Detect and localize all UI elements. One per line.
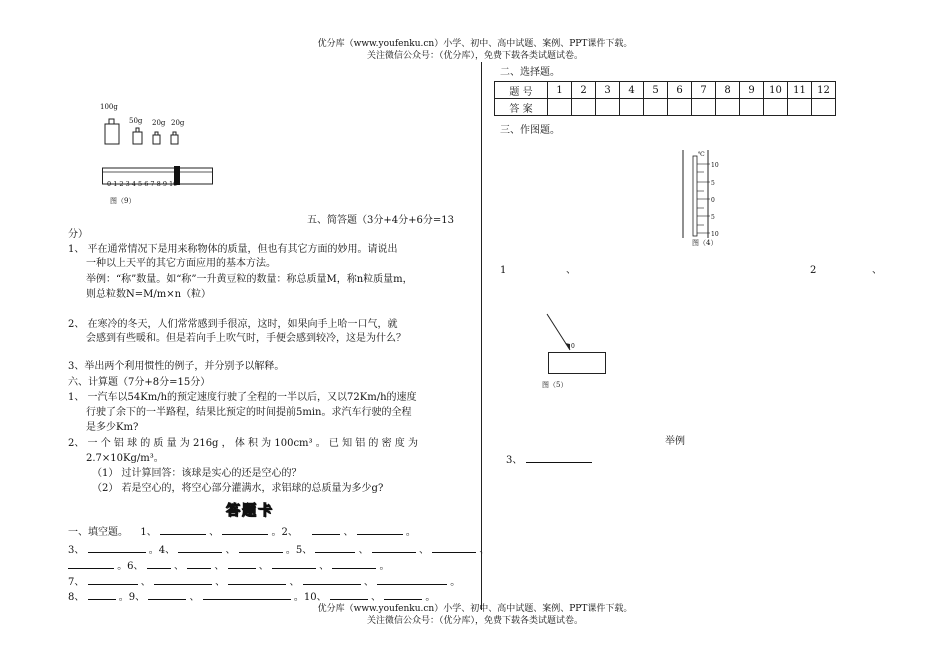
fill-title: 一、填空题。	[68, 527, 128, 538]
header-line-1: 优分库（www.youfenku.cn）小学、初中、高中试题、案例、PPT课件下载。	[317, 39, 633, 49]
thermo-tick: 10	[711, 231, 719, 238]
fill-sep: 、	[358, 545, 369, 556]
s5-q2-line2: 会感到有些暖和。但是若向手上吹气时，手便会感到较冷，这是为什么？	[86, 333, 406, 344]
thermo-tick: 5	[711, 214, 715, 221]
answer-blank[interactable]	[178, 542, 222, 553]
thermo-unit: ℃	[698, 151, 705, 158]
fig9-caption: 图（9）	[110, 197, 136, 205]
fill-num-10: 。10、	[293, 592, 327, 603]
thermo-tick: 5	[711, 180, 715, 187]
answer-blank[interactable]	[272, 558, 316, 569]
ruler-scale: 0 1 2 3 4 5 6 7 8 9 10	[107, 180, 178, 188]
fill-sep: 、	[214, 561, 225, 572]
fill-sep: 、	[173, 561, 184, 572]
weight-label-50g: 50g	[129, 117, 143, 125]
q3-label: 3、	[506, 455, 523, 466]
fill-num-1: 1、	[140, 527, 157, 538]
question-number: 7	[692, 82, 716, 99]
s6-q2-line1: 2、 一 个 铝 球 的 质 量 为 216g ， 体 积 为 100cm³ 。 已 知 铝 的 密 度 为	[68, 438, 418, 449]
fill-sep: 、	[258, 561, 269, 572]
answer-cell[interactable]	[788, 99, 812, 116]
footer	[245, 603, 705, 627]
answer-cell[interactable]	[644, 99, 668, 116]
fill-sep: 、	[370, 592, 381, 603]
q3-row	[506, 452, 592, 468]
answer-cell[interactable]	[548, 99, 572, 116]
section5-title: 五、简答题（3分+4分+6分=13	[307, 215, 454, 226]
s5-q2-line1: 2、 在寒冷的冬天，人们常常感到手很凉，这时，如果向手上哈一口气，就	[68, 319, 398, 330]
fill-sep: 、	[225, 545, 236, 556]
table-row	[495, 99, 836, 116]
thermo-tick: 10	[711, 162, 719, 169]
answer-blank[interactable]	[68, 558, 114, 569]
fig4-caption: 图（4）	[692, 239, 718, 247]
s6-q2-line2: 2.7×10Kg/m³。	[86, 453, 164, 464]
answer-blank[interactable]	[203, 589, 291, 600]
answer-cell[interactable]	[764, 99, 788, 116]
fill-num-5: 。5、	[285, 545, 313, 556]
s5-q3: 3、举出两个利用惯性的例子，并分别予以解释。	[68, 361, 285, 372]
answer-blank[interactable]	[303, 574, 361, 585]
fill-row-4	[68, 574, 460, 590]
answer-blank[interactable]	[384, 589, 422, 600]
example-label: 举例	[665, 436, 685, 447]
figure-9	[95, 100, 225, 210]
question-number: 9	[740, 82, 764, 99]
weight-label-100g: 100g	[100, 103, 118, 111]
fill-row-1	[68, 524, 416, 540]
draw-title: 三、作图题。	[500, 125, 560, 136]
section6-title: 六、计算题（7分+8分=15分）	[68, 377, 211, 388]
header-line-2: 关注微信公众号：（优分库），免费下载各类试题试卷。	[366, 51, 583, 61]
question-number: 6	[668, 82, 692, 99]
fill-num-6: 。6、	[117, 561, 144, 572]
answer-cell[interactable]	[668, 99, 692, 116]
fill-sep: 、	[289, 577, 300, 588]
header	[245, 38, 705, 62]
fill-end: 。	[425, 592, 436, 603]
answer-blank[interactable]	[377, 574, 447, 585]
question-number: 1	[548, 82, 572, 99]
answer-blank[interactable]	[228, 574, 286, 585]
answer-blank[interactable]	[432, 542, 476, 553]
draw-mark-2: 2	[810, 265, 817, 276]
answer-cell[interactable]	[740, 99, 764, 116]
fill-sep: 、	[363, 577, 374, 588]
question-number: 4	[620, 82, 644, 99]
table-row-label: 答 案	[495, 99, 548, 116]
s5-q1-line1: 1、 平在通常情况下是用来称物体的质量，但也有其它方面的妙用。请说出	[68, 244, 398, 255]
answer-blank[interactable]	[372, 542, 416, 553]
s6-q1-line3: 是多少Km?	[86, 422, 139, 433]
answer-blank[interactable]	[330, 589, 368, 600]
fill-sep: 、	[419, 545, 429, 556]
thermo-tick: 0	[711, 197, 715, 204]
answer-blank[interactable]	[312, 524, 340, 535]
s6-q1-line1: 1、 一汽车以54Km/h的预定速度行驶了全程的一半以后，又以72Km/h的速度	[68, 392, 417, 403]
column-divider	[481, 62, 482, 610]
fill-sep: 、	[479, 545, 490, 556]
s6-q2-sub2: （2） 若是空心的，将空心部分灌满水，求铝球的总质量为多少g?	[92, 483, 384, 494]
fig5-caption: 图（5）	[542, 381, 568, 389]
weight-label-20g-a: 20g	[152, 119, 166, 127]
footer-line-1: 优分库（www.youfenku.cn）小学、初中、高中试题、案例、PPT课件下载。	[317, 604, 633, 614]
s5-q1-line4: 则总粒数N=M/m×n（粒）	[86, 289, 212, 300]
answer-blank[interactable]	[88, 589, 116, 600]
question-number: 3	[596, 82, 620, 99]
choice-answer-table	[494, 81, 836, 116]
answer-blank[interactable]	[88, 542, 146, 553]
answer-blank[interactable]	[160, 524, 206, 535]
section5-title-cont: 分）	[68, 229, 88, 240]
answer-blank[interactable]	[222, 524, 268, 535]
light-ray-icon	[540, 312, 620, 382]
answer-blank[interactable]	[315, 542, 355, 553]
fill-num-9: 。9、	[118, 592, 146, 603]
question-number: 10	[764, 82, 788, 99]
answer-cell[interactable]	[812, 99, 836, 116]
figure-5	[540, 312, 620, 392]
answer-blank[interactable]	[147, 558, 171, 569]
fill-num-8: 8、	[68, 592, 85, 603]
thermometer-icon	[680, 148, 730, 240]
s6-q2-sub1: （1） 过计算回答：该球是实心的还是空心的？	[92, 468, 302, 479]
answer-blank[interactable]	[88, 574, 138, 585]
question-number: 12	[812, 82, 836, 99]
answer-cell[interactable]	[620, 99, 644, 116]
fill-num-7: 7、	[68, 577, 85, 588]
fill-sep: 、	[319, 561, 330, 572]
draw-sep-1: 、	[566, 265, 576, 276]
fig5-point-o: 0	[571, 343, 575, 350]
table-row	[495, 82, 836, 99]
fill-row-2	[68, 542, 489, 558]
answer-cell[interactable]	[596, 99, 620, 116]
answer-cell[interactable]	[572, 99, 596, 116]
fill-sep: 、	[209, 527, 220, 538]
s5-q1-line2: 一种以上天平的其它方面应用的基本方法。	[86, 258, 276, 269]
fill-num-2: 。2、	[271, 527, 298, 538]
table-header-cell: 题 号	[495, 82, 548, 99]
s6-q1-line2: 行驶了余下的一半路程，结果比预定的时间提前5min。求汽车行驶的全程	[86, 407, 412, 418]
fill-num-3: 3、	[68, 545, 85, 556]
draw-mark-1: 1	[500, 265, 507, 276]
answer-cell[interactable]	[716, 99, 740, 116]
fill-sep: 、	[140, 577, 151, 588]
fill-sep: 、	[215, 577, 226, 588]
draw-sep-2: 、	[872, 265, 882, 276]
weight-label-20g-b: 20g	[171, 119, 185, 127]
figure-4	[680, 148, 730, 248]
answer-blank[interactable]	[357, 524, 403, 535]
answer-blank[interactable]	[332, 558, 376, 569]
weights-icon	[95, 110, 225, 150]
s5-q1-line3: 举例：“称”数量。如“称”一升黄豆粒的数量：称总质量M，称n粒质量m，	[86, 274, 413, 285]
fill-num-4: 。4、	[148, 545, 176, 556]
footer-line-2: 关注微信公众号：（优分库），免费下载各类试题试卷。	[366, 616, 583, 626]
answer-blank[interactable]	[228, 558, 256, 569]
fill-row-3	[68, 558, 389, 574]
fill-end: 。	[450, 577, 461, 588]
choice-title: 二、选择题。	[500, 67, 560, 78]
question-number: 5	[644, 82, 668, 99]
fill-end: 。	[405, 527, 416, 538]
answer-blank[interactable]	[526, 452, 592, 463]
answer-blank[interactable]	[187, 558, 211, 569]
fill-sep: 、	[189, 592, 200, 603]
answer-blank[interactable]	[148, 589, 186, 600]
fill-sep: 、	[343, 527, 354, 538]
question-number: 2	[572, 82, 596, 99]
fill-end: 。	[379, 561, 390, 572]
answer-blank[interactable]	[154, 574, 212, 585]
answer-card-title: 答题卡	[226, 503, 274, 519]
answer-blank[interactable]	[239, 542, 283, 553]
answer-cell[interactable]	[692, 99, 716, 116]
question-number: 11	[788, 82, 812, 99]
question-number: 8	[716, 82, 740, 99]
